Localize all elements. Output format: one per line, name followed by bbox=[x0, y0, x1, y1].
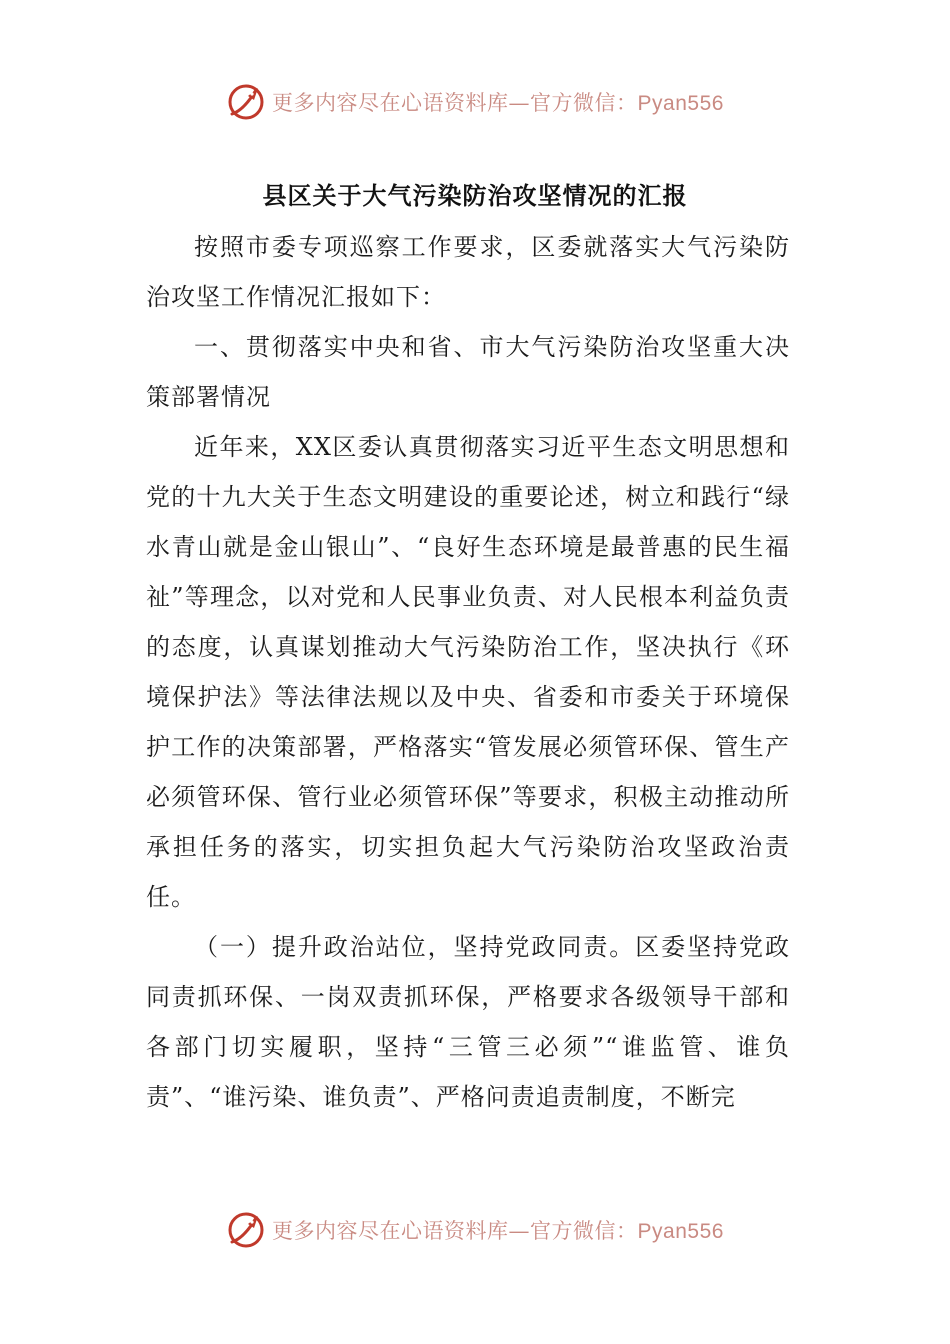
pen-nib-logo-icon bbox=[226, 1210, 266, 1250]
footer-banner bbox=[0, 1208, 950, 1252]
document-title: 县区关于大气污染防治攻坚情况的汇报 bbox=[262, 181, 688, 210]
section-heading-1: 一、贯彻落实中央和省、市大气污染防治攻坚重大决策部署情况 bbox=[146, 333, 790, 411]
banner-text: 更多内容尽在心语资料库—官方微信：Pyan556 bbox=[272, 1219, 724, 1243]
wechat-id: Pyan556 bbox=[637, 92, 724, 115]
header-banner bbox=[0, 80, 950, 124]
pen-nib-logo-icon bbox=[226, 82, 266, 122]
paragraph-overview: 近年来，XX区委认真贯彻落实习近平生态文明思想和党的十九大关于生态文明建设的重要论述，树立和践行“绿水青山就是金山银山”、“良好生态环境是最普惠的民生福祉”等理念，以对党和人民事业负责、对人民根本利益负责的态度，认真谋划推动大气污染防治工作，坚决执行《环境保护法》等法律法规以及中央、省委和市委关于环境保护工作的决策部署，严格落实“管发展必须管环保、管生产必须管环保、管行业必须管环保”等要求，积极主动推动所承担任务的落实，切实担负起大气污染防治攻坚政治责任。 bbox=[146, 433, 790, 911]
banner-text: 更多内容尽在心语资料库—官方微信：Pyan556 bbox=[272, 91, 724, 115]
document-body bbox=[146, 222, 790, 1122]
paragraph-intro: 按照市委专项巡察工作要求，区委就落实大气污染防治攻坚工作情况汇报如下： bbox=[146, 233, 790, 311]
wechat-id: Pyan556 bbox=[637, 1220, 724, 1243]
paragraph-subsection-1: （一）提升政治站位，坚持党政同责。区委坚持党政同责抓环保、一岗双责抓环保，严格要求各级领导干部和各部门切实履职，坚持“三管三必须”“谁监管、谁负责”、“谁污染、谁负责”、严格问责追责制度，不断完 bbox=[146, 933, 790, 1111]
